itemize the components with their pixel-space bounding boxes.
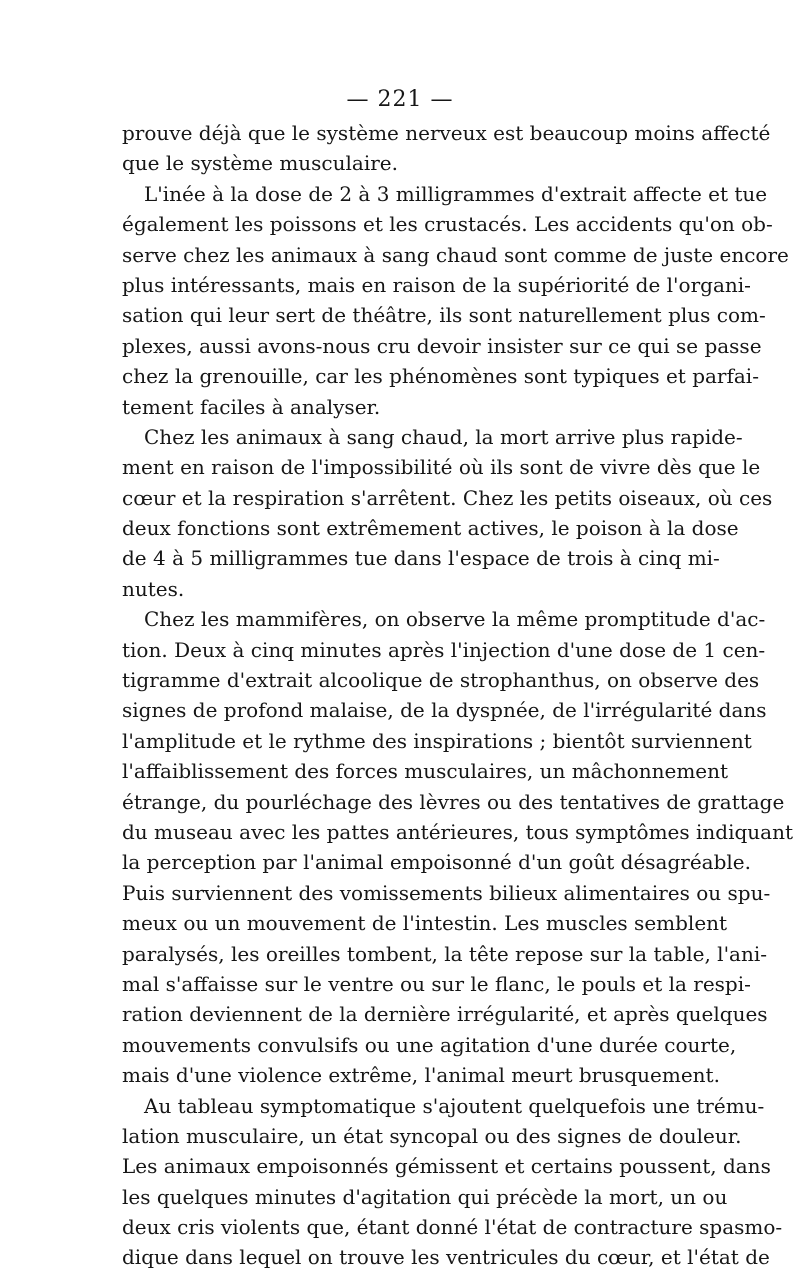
- text-line: les quelques minutes d'agitation qui précède la mort, un ou: [122, 1184, 728, 1209]
- text-line: Puis surviennent des vomissements bilieux alimentaires ou spu-: [122, 880, 771, 905]
- text-line: étrange, du pourléchage des lèvres ou des tentatives de grattage: [122, 789, 785, 814]
- text-line: l'affaiblissement des forces musculaires, un mâchonnement: [122, 759, 729, 784]
- text-line: Les animaux empoisonnés gémissent et certains poussent, dans: [122, 1154, 771, 1179]
- text-line: Chez les mammifères, on observe la même promptitude d'ac-: [144, 607, 766, 632]
- text-line: mal s'affaisse sur le ventre ou sur le flanc, le pouls et la respi-: [122, 971, 751, 996]
- text-line: ment en raison de l'impossibilité où ils sont de vivre dès que le: [122, 455, 761, 480]
- text-line: plus intéressants, mais en raison de la supériorité de l'organi-: [122, 272, 751, 297]
- text-line: deux fonctions sont extrêmement actives, le poison à la dose: [122, 516, 739, 541]
- text-line: cœur et la respiration s'arrêtent. Chez les petits oiseaux, où ces: [122, 485, 773, 510]
- text-line: également les poissons et les crustacés. Les accidents qu'on ob-: [122, 212, 773, 237]
- text-line: ration deviennent de la dernière irrégularité, et après quelques: [122, 1002, 768, 1027]
- text-line: lation musculaire, un état syncopal ou des signes de douleur.: [122, 1123, 742, 1148]
- text-line: sation qui leur sert de théâtre, ils sont naturellement plus com-: [122, 303, 766, 328]
- text-line: plexes, aussi avons-nous cru devoir insister sur ce qui se passe: [122, 333, 762, 358]
- body-text: [122, 118, 794, 1273]
- text-line: tigramme d'extrait alcoolique de strophanthus, on observe des: [122, 668, 760, 693]
- text-line: nutes.: [122, 576, 185, 601]
- text-line: Au tableau symptomatique s'ajoutent quelquefois une trému-: [144, 1093, 765, 1118]
- text-line: la perception par l'animal empoisonné d'un goût désagréable.: [122, 850, 751, 875]
- text-line: mouvements convulsifs ou une agitation d'une durée courte,: [122, 1032, 737, 1057]
- page-number: — 221 —: [346, 87, 454, 112]
- text-line: l'amplitude et le rythme des inspirations ; bientôt surviennent: [122, 728, 752, 753]
- text-line: serve chez les animaux à sang chaud sont comme de juste encore: [122, 242, 789, 267]
- text-line: du museau avec les pattes antérieures, tous symptômes indiquant: [122, 819, 794, 844]
- text-line: signes de profond malaise, de la dyspnée, de l'irrégularité dans: [122, 698, 767, 723]
- text-line: paralysés, les oreilles tombent, la tête repose sur la table, l'ani-: [122, 941, 768, 966]
- text-line: prouve déjà que le système nerveux est beaucoup moins affecté: [122, 121, 771, 145]
- text-line: de 4 à 5 milligrammes tue dans l'espace de trois à cinq mi-: [122, 546, 720, 571]
- text-line: chez la grenouille, car les phénomènes sont typiques et parfai-: [122, 364, 759, 389]
- text-line: Chez les animaux à sang chaud, la mort arrive plus rapide-: [144, 424, 743, 449]
- text-line: tement faciles à analyser.: [122, 394, 381, 419]
- text-line: tion. Deux à cinq minutes après l'injection d'une dose de 1 cen-: [122, 637, 766, 662]
- text-line: que le système musculaire.: [122, 151, 398, 176]
- text-line: dique dans lequel on trouve les ventricules du cœur, et l'état de: [122, 1245, 770, 1270]
- text-line: meux ou un mouvement de l'intestin. Les muscles semblent: [122, 911, 728, 936]
- text-line: L'inée à la dose de 2 à 3 milligrammes d'extrait affecte et tue: [144, 181, 768, 206]
- text-line: deux cris violents que, étant donné l'état de contracture spasmo-: [122, 1215, 783, 1240]
- text-line: mais d'une violence extrême, l'animal meurt brusquement.: [122, 1063, 720, 1088]
